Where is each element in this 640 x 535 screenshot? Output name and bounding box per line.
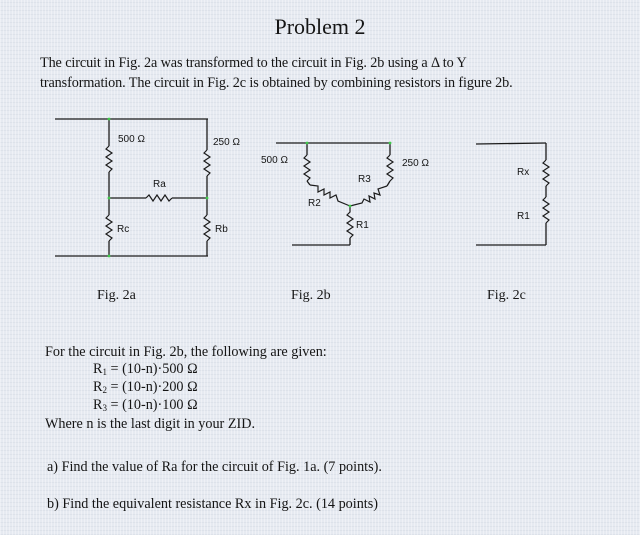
fig-2c-circuit	[476, 143, 549, 245]
resistor-r1-icon	[543, 197, 549, 223]
equation-r3	[93, 397, 198, 414]
resistor-500-icon	[304, 155, 310, 181]
intro-line-1: The circuit in Fig. 2a was transformed to the circuit in Fig. 2b using a Δ to Y	[40, 55, 467, 71]
resistor-250-icon	[204, 150, 210, 176]
zid-note: Where n is the last digit in your ZID.	[45, 416, 256, 432]
fig2a-label-250: 250 Ω	[213, 137, 240, 148]
fig-2b-caption: Fig. 2b	[291, 288, 331, 303]
fig2c-label-rx: Rx	[517, 167, 530, 178]
equation-expression: = (10-n)·100 Ω	[106, 397, 198, 413]
equation-r1	[93, 361, 198, 378]
equation-expression: = (10-n)·200 Ω	[106, 379, 198, 395]
fig2b-label-250: 250 Ω	[402, 158, 429, 169]
fig2a-label-rb: Rb	[215, 224, 228, 235]
resistor-rc-icon	[106, 215, 112, 241]
equation-symbol: R	[93, 361, 103, 377]
equation-subscript: 2	[102, 385, 107, 395]
question-a: a) Find the value of Ra for the circuit of Fig. 1a. (7 points).	[47, 459, 382, 475]
resistor-r3-icon	[350, 186, 387, 206]
resistor-r1-icon	[347, 206, 353, 238]
question-b: b) Find the equivalent resistance Rx in Fig. 2c. (14 points)	[47, 496, 378, 512]
fig-2b-circuit	[276, 142, 393, 245]
fig2a-label-ra: Ra	[153, 179, 166, 190]
equation-subscript: 1	[102, 367, 107, 377]
resistor-ra-icon	[146, 195, 172, 201]
fig2c-label-r1: R1	[517, 211, 530, 222]
fig2a-label-500: 500 Ω	[118, 134, 145, 145]
equation-r2	[93, 379, 198, 396]
fig2b-label-500: 500 Ω	[261, 155, 288, 166]
equation-subscript: 3	[102, 403, 107, 413]
equation-expression: = (10-n)·500 Ω	[106, 361, 198, 377]
fig2b-label-r1: R1	[356, 220, 369, 231]
given-heading: For the circuit in Fig. 2b, the following are given:	[45, 344, 327, 360]
resistor-rx-icon	[543, 160, 549, 186]
intro-line-2: transformation. The circuit in Fig. 2c is obtained by combining resistors in figure 2b.	[40, 75, 513, 91]
problem-title: Problem 2	[274, 14, 366, 39]
fig2b-label-r2: R2	[308, 198, 321, 209]
equation-symbol: R	[93, 397, 103, 413]
fig-2a-caption: Fig. 2a	[97, 288, 136, 303]
resistor-500-icon	[106, 146, 112, 172]
resistor-250-icon	[387, 155, 393, 181]
fig2a-label-rc: Rc	[117, 224, 130, 235]
resistor-rb-icon	[204, 215, 210, 241]
fig2b-label-r3: R3	[358, 174, 371, 185]
fig-2c-caption: Fig. 2c	[487, 288, 526, 303]
equation-symbol: R	[93, 379, 103, 395]
